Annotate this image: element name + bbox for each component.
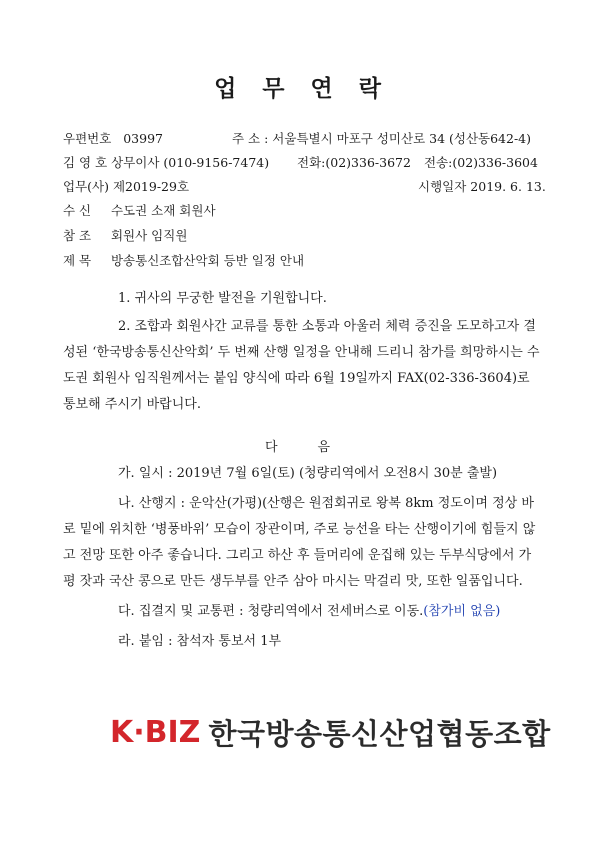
postal-row xyxy=(63,131,163,147)
contact-person: 김 영 호 상무이사 (010-9156-7474) xyxy=(63,155,270,170)
item-na-line-3: 고 전망 또한 아주 좋습니다. 그리고 하산 후 들머리에 운집해 있는 두부식당에서 가 xyxy=(63,548,532,563)
cc-row xyxy=(63,228,187,244)
postal-code: 03997 xyxy=(123,131,163,146)
item-ga: 가. 일시 : 2019년 7월 6일(토) (청량리역에서 오전8시 30분 출발) xyxy=(118,466,498,481)
postal-label: 우편번호 xyxy=(63,131,112,146)
fax-row xyxy=(424,155,538,171)
recipient-row xyxy=(63,203,216,219)
subject-label: 제 목 xyxy=(63,253,92,268)
item-na-line-1: 나. 산행지 : 운악산(가평)(산행은 원점회귀로 왕복 8km 정도이며 정상 바 xyxy=(118,496,534,511)
address-label: 주 소 : xyxy=(232,131,269,146)
cc-value: 회원사 임직원 xyxy=(110,228,188,243)
item-ra: 라. 붙임 : 참석자 통보서 1부 xyxy=(118,634,282,649)
item-da-note: (참가비 없음) xyxy=(423,604,501,619)
recipient-value: 수도권 소재 회원사 xyxy=(110,203,216,218)
paragraph-2-line-4: 통보해 주시기 바랍니다. xyxy=(63,397,201,412)
item-da-text: 다. 집결지 및 교통편 : 청량리역에서 전세버스로 이동. xyxy=(118,604,424,619)
paragraph-2-line-3: 도권 회원사 임직원께서는 붙임 양식에 따라 6월 19일까지 FAX(02-336-3604)로 xyxy=(63,371,530,386)
paragraph-2-line-1: 2. 조합과 회원사간 교류를 통한 소통과 아울러 체력 증진을 도모하고자 결 xyxy=(118,319,536,334)
recipient-label: 수 신 xyxy=(63,203,92,218)
paragraph-1: 1. 귀사의 무궁한 발전을 기원합니다. xyxy=(118,291,327,306)
phone-value: (02)336-3672 xyxy=(325,155,411,170)
organization-name: 한국방송통신산업협동조합 xyxy=(208,716,551,751)
fax-value: (02)336-3604 xyxy=(452,155,538,170)
subject-row xyxy=(63,253,304,269)
date-label: 시행일자 xyxy=(418,179,467,194)
document-number: 업무(사) 제2019-29호 xyxy=(63,179,190,194)
section-heading: 다음 xyxy=(264,440,371,455)
date-row xyxy=(418,179,546,195)
address-row xyxy=(232,131,531,147)
date-value: 2019. 6. 13. xyxy=(470,179,546,194)
item-na-line-4: 평 잣과 국산 콩으로 만든 생두부를 안주 삼아 마시는 막걸리 맛, 또한 일품입니다. xyxy=(63,574,523,589)
fax-label: 전송: xyxy=(424,155,453,170)
document-title: 업무연락 xyxy=(214,75,407,102)
paragraph-2-line-2: 성된 ‘한국방송통신산악회’ 두 번째 산행 일정을 안내해 드리니 참가를 희망하시는 수 xyxy=(63,345,540,360)
kbiz-logo xyxy=(110,712,551,752)
kbiz-brand-mark: K·BIZ xyxy=(110,714,201,750)
subject-value: 방송통신조합산악회 등반 일정 안내 xyxy=(110,253,305,268)
item-na-line-2: 로 밑에 위치한 ‘병풍바위’ 모습이 장관이며, 주로 능선을 타는 산행이기에 힘들지 않 xyxy=(63,522,536,537)
item-da xyxy=(118,603,500,621)
phone-row xyxy=(297,155,411,171)
cc-label: 참 조 xyxy=(63,228,92,243)
address-value: 서울특별시 마포구 성미산로 34 (성산동642-4) xyxy=(272,131,532,146)
phone-label: 전화: xyxy=(297,155,326,170)
